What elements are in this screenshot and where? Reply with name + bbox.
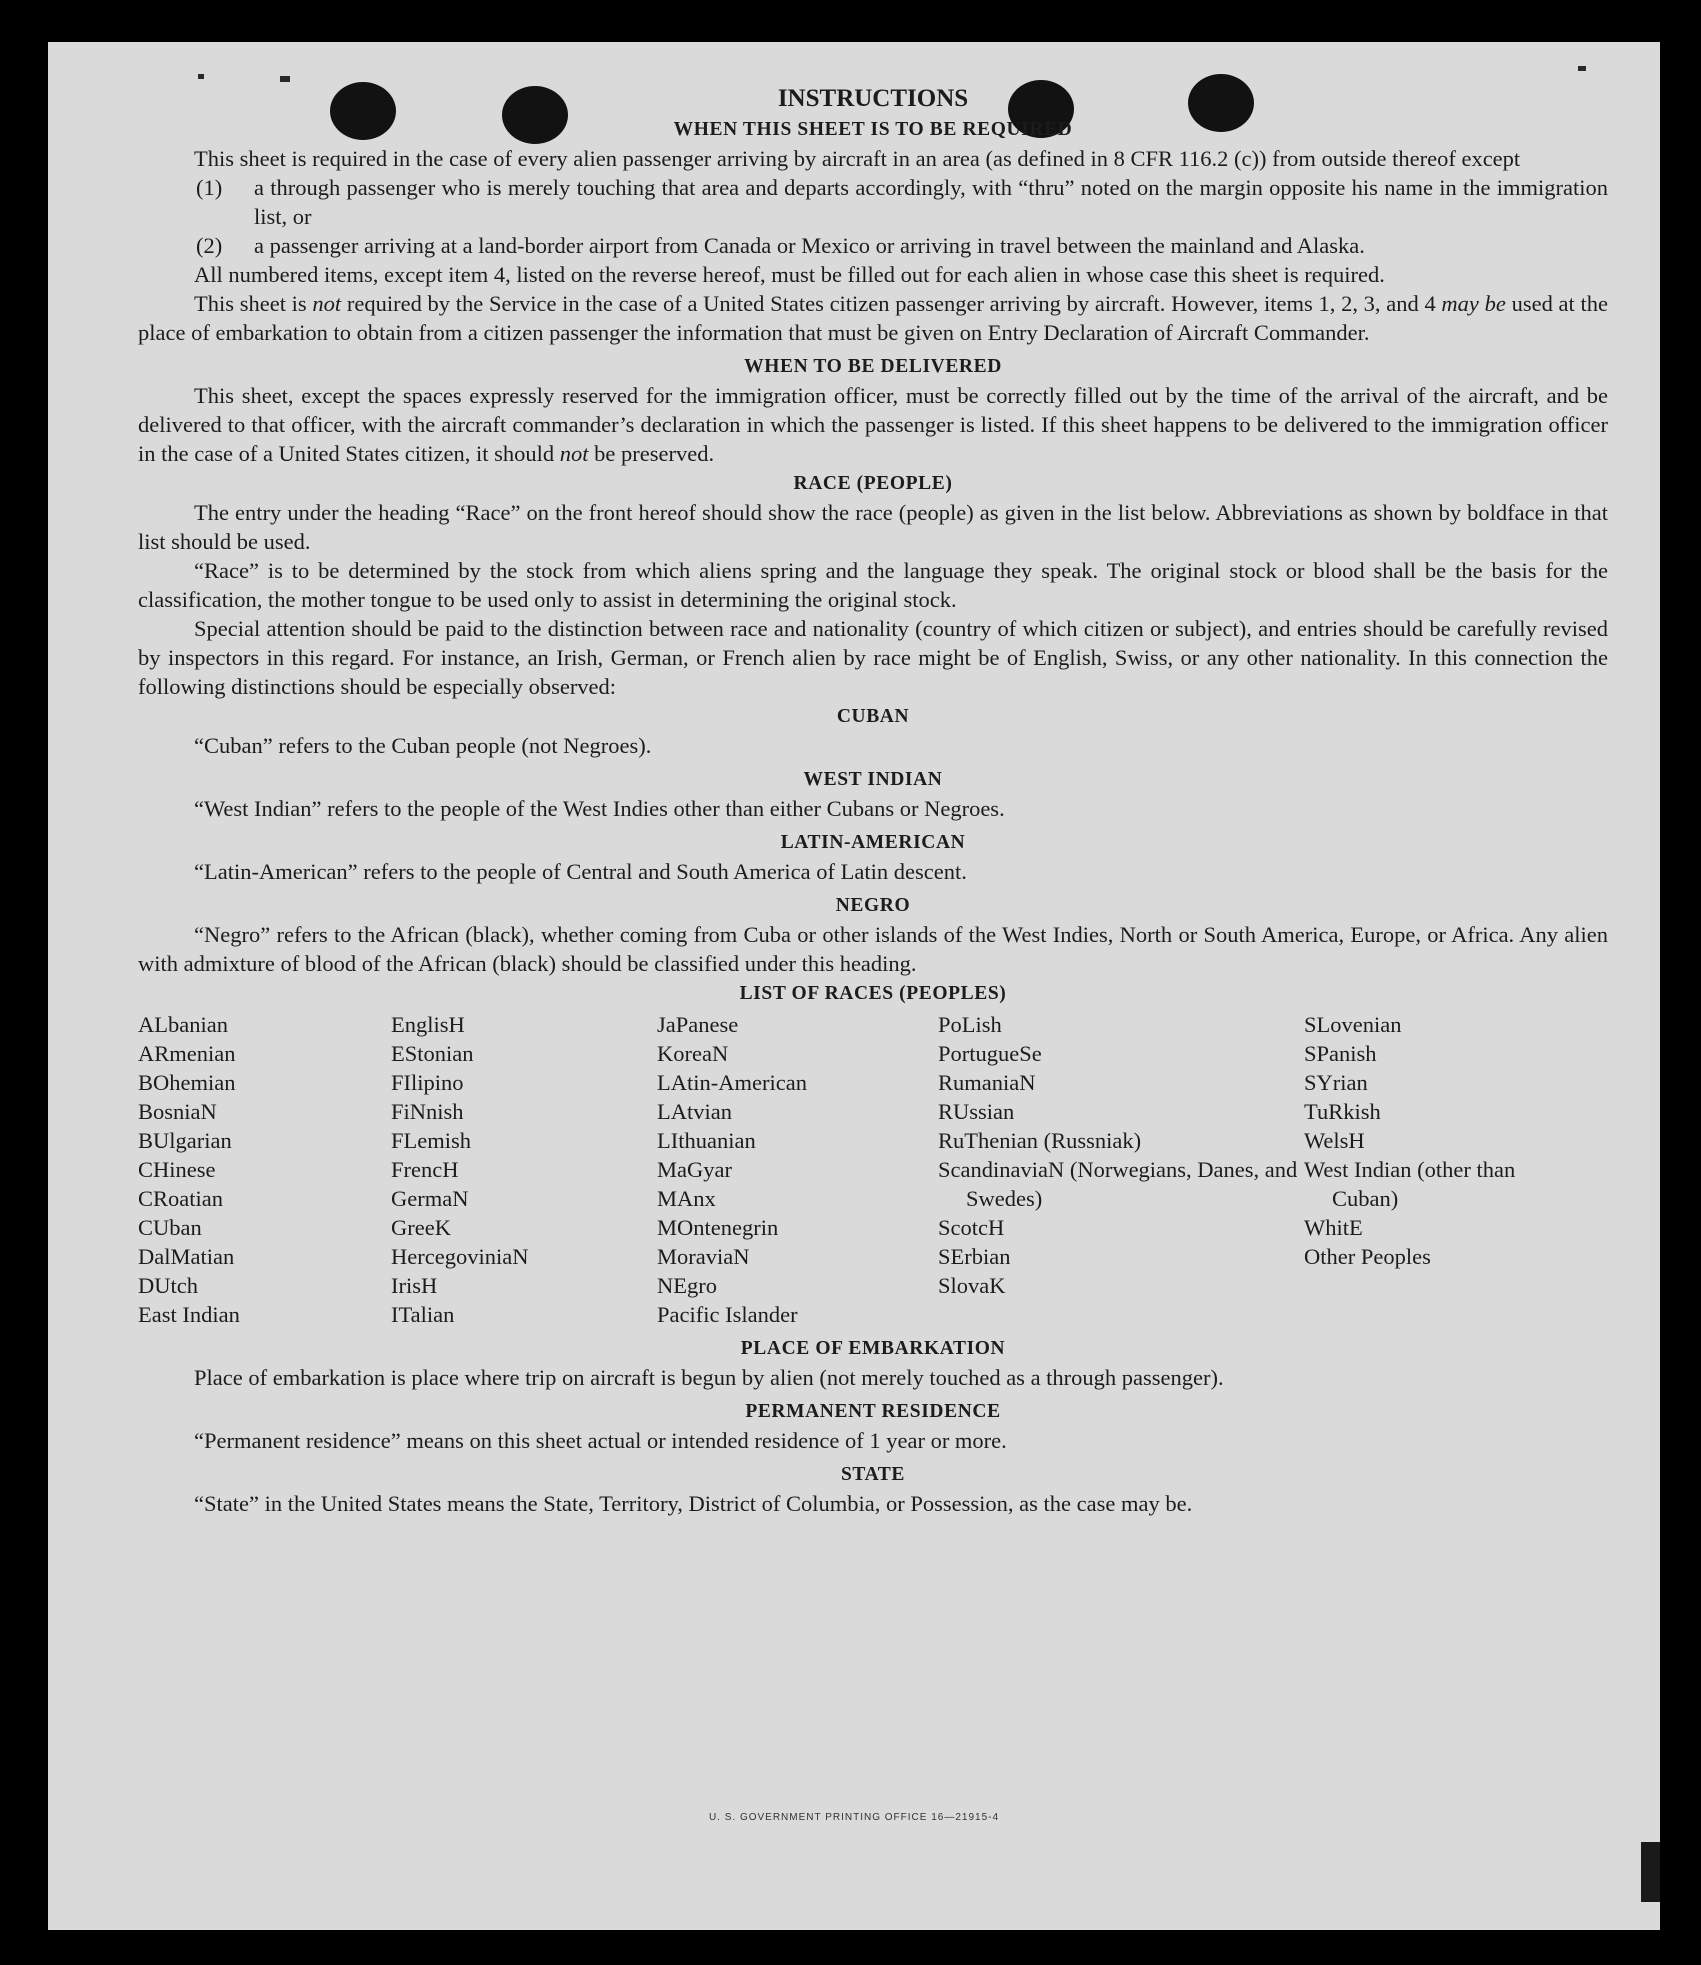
speck: [1578, 66, 1586, 71]
race-entry: Pacific Islander: [657, 1302, 798, 1327]
edge-mark: [1641, 1842, 1660, 1902]
race-entry: ALbanian: [138, 1012, 228, 1037]
printer-imprint: U. S. GOVERNMENT PRINTING OFFICE 16—21915-4: [708, 1812, 1000, 1823]
heading-latin-american: LATIN-AMERICAN: [780, 832, 966, 853]
race-column-2: [391, 1010, 657, 1329]
text-run: used at the place of embarkation to obtain from a citizen passenger the information that must be given on Entry Declaration of Aircraft Commander.: [138, 291, 1608, 345]
race-entry: LAtvian: [657, 1099, 732, 1124]
race-entry: PoLish: [938, 1012, 1002, 1037]
race-entry: CRoatian: [138, 1186, 223, 1211]
race-entry: WhitE: [1304, 1215, 1363, 1240]
heading-embarkation: PLACE OF EMBARKATION: [740, 1338, 1006, 1359]
race-entry: EStonian: [391, 1041, 474, 1066]
heading-list-of-races: LIST OF RACES (PEOPLES): [739, 983, 1007, 1004]
race-entry: LAtin-American: [657, 1070, 807, 1095]
race-entry: RUssian: [938, 1099, 1015, 1124]
race-entry: SPanish: [1304, 1041, 1377, 1066]
race-entry: IrisH: [391, 1273, 438, 1298]
race-entry: Other Peoples: [1304, 1244, 1431, 1269]
exception-2: [196, 231, 1608, 260]
delivered-paragraph: [138, 381, 1608, 468]
race-entry: East Indian: [138, 1302, 240, 1327]
race-entry: ScandinaviaN (Norwegians, Danes, and Swedes): [938, 1157, 1298, 1211]
race-entry: PortugueSe: [938, 1041, 1042, 1066]
race-entry: FiNnish: [391, 1099, 464, 1124]
cuban-text: “Cuban” refers to the Cuban people (not Negroes).: [194, 733, 652, 758]
race-entry: BOhemian: [138, 1070, 236, 1095]
race-entry: MoraviaN: [657, 1244, 750, 1269]
race-entry: MaGyar: [657, 1157, 732, 1182]
race-entry: DUtch: [138, 1273, 198, 1298]
race-column-1: [138, 1010, 391, 1329]
race-entry: GermaN: [391, 1186, 469, 1211]
text-run: required by the Service in the case of a United States citizen passenger arriving by aircraft. However, items 1, 2, 3, and 4: [341, 291, 1442, 316]
exception-1: [196, 173, 1608, 231]
race-entry: CUban: [138, 1215, 202, 1240]
heading-negro: NEGRO: [835, 895, 911, 916]
race-entry: BUlgarian: [138, 1128, 232, 1153]
exception-1-number: (1): [196, 175, 223, 200]
race-entry: GreeK: [391, 1215, 451, 1240]
race-entry: CHinese: [138, 1157, 216, 1182]
heading-permanent-residence: PERMANENT RESIDENCE: [745, 1401, 1001, 1422]
text-run: be preserved.: [588, 441, 715, 466]
race-entry: MOntenegrin: [657, 1215, 779, 1240]
heading-race: RACE (PEOPLE): [793, 473, 953, 494]
race-entry: LIthuanian: [657, 1128, 756, 1153]
race-entry: SYrian: [1304, 1070, 1368, 1095]
required-paragraph-2: All numbered items, except item 4, listed on the reverse hereof, must be filled out for each alien in whose case this sheet is required.: [194, 262, 1385, 287]
race-entry: WelsH: [1304, 1128, 1365, 1153]
race-entry: KoreaN: [657, 1041, 729, 1066]
race-entry: ScotcH: [938, 1215, 1005, 1240]
race-entry: BosniaN: [138, 1099, 217, 1124]
text-run: This sheet is: [194, 291, 313, 316]
race-paragraph-3: Special attention should be paid to the distinction between race and nationality (country of which citizen or subject), and entries should be carefully revised by inspectors in this regard. For instance, an Irish, German, or French alien by race might be of English, Swiss, or any other nationality. In this connection the following distinctions should be especially observed:: [138, 616, 1608, 699]
race-entry: West Indian (other than Cuban): [1304, 1157, 1516, 1211]
race-entry: SErbian: [938, 1244, 1011, 1269]
race-entry: FrencH: [391, 1157, 459, 1182]
race-entry: JaPanese: [657, 1012, 739, 1037]
italic-run: not: [312, 291, 342, 316]
italic-run: may be: [1441, 291, 1506, 316]
race-paragraph-2: “Race” is to be determined by the stock from which aliens spring and the language they speak. The original stock or blood shall be the basis for the classification, the mother tongue to be used only to assist in determining the original stock.: [138, 558, 1608, 612]
speck: [280, 76, 290, 82]
race-column-4: [938, 1010, 1304, 1329]
race-entry: RumaniaN: [938, 1070, 1036, 1095]
exception-2-text: a passenger arriving at a land-border airport from Canada or Mexico or arriving in travel between the mainland and Alaska.: [254, 233, 1365, 258]
race-entry: MAnx: [657, 1186, 716, 1211]
race-paragraph-1: The entry under the heading “Race” on the front hereof should show the race (people) as given in the list below. Abbreviations as shown by boldface in that list should be used.: [138, 500, 1608, 554]
race-entry: ITalian: [391, 1302, 455, 1327]
italic-run: not: [559, 441, 589, 466]
race-entry: HercegoviniaN: [391, 1244, 529, 1269]
west-indian-text: “West Indian” refers to the people of the West Indies other than either Cubans or Negroes.: [194, 796, 1005, 821]
negro-text: “Negro” refers to the African (black), whether coming from Cuba or other islands of the West Indies, North or South America, Europe, or Africa. Any alien with admixture of blood of the African (black) should be classified under this heading.: [138, 922, 1608, 976]
race-column-3: [657, 1010, 938, 1329]
race-entry: DalMatian: [138, 1244, 235, 1269]
heading-state: STATE: [840, 1464, 906, 1485]
embarkation-text: Place of embarkation is place where trip on aircraft is begun by alien (not merely touched as a through passenger).: [194, 1365, 1224, 1390]
text-run: This sheet, except the spaces expressly reserved for the immigration officer, must be correctly filled out by the time of the arrival of the aircraft, and be delivered to that officer, with the aircraft commander’s declaration in which the passenger is listed. If this sheet happens to be delivered to the immigration officer in the case of a United States citizen, it should: [138, 383, 1608, 466]
race-list: [138, 1010, 1608, 1329]
latin-american-text: “Latin-American” refers to the people of Central and South America of Latin descent.: [194, 859, 967, 884]
race-entry: NEgro: [657, 1273, 717, 1298]
residence-text: “Permanent residence” means on this sheet actual or intended residence of 1 year or more.: [194, 1428, 1007, 1453]
required-intro: This sheet is required in the case of every alien passenger arriving by aircraft in an area (as defined in 8 CFR 116.2 (c)) from outside thereof except: [194, 146, 1521, 171]
race-entry: ARmenian: [138, 1041, 236, 1066]
required-paragraph-3: [138, 289, 1608, 347]
page-title: INSTRUCTIONS: [777, 85, 969, 112]
race-entry: SLovenian: [1304, 1012, 1402, 1037]
exception-1-text: a through passenger who is merely touching that area and departs accordingly, with “thru” noted on the margin opposite his name in the immigration list, or: [254, 175, 1608, 229]
heading-cuban: CUBAN: [836, 706, 910, 727]
instructions-content: [138, 84, 1608, 1518]
race-entry: FLemish: [391, 1128, 472, 1153]
speck: [198, 74, 204, 79]
state-text: “State” in the United States means the State, Territory, District of Columbia, or Possession, as the case may be.: [194, 1491, 1193, 1516]
document-sheet: [48, 42, 1660, 1930]
heading-required: WHEN THIS SHEET IS TO BE REQUIRED: [673, 119, 1073, 140]
race-column-5: [1304, 1010, 1562, 1329]
race-entry: TuRkish: [1304, 1099, 1381, 1124]
heading-delivered: WHEN TO BE DELIVERED: [744, 356, 1002, 377]
race-entry: EnglisH: [391, 1012, 465, 1037]
heading-west-indian: WEST INDIAN: [803, 769, 943, 790]
race-entry: RuThenian (Russniak): [938, 1128, 1142, 1153]
exception-2-number: (2): [196, 233, 223, 258]
race-entry: SlovaK: [938, 1273, 1006, 1298]
race-entry: FIlipino: [391, 1070, 464, 1095]
